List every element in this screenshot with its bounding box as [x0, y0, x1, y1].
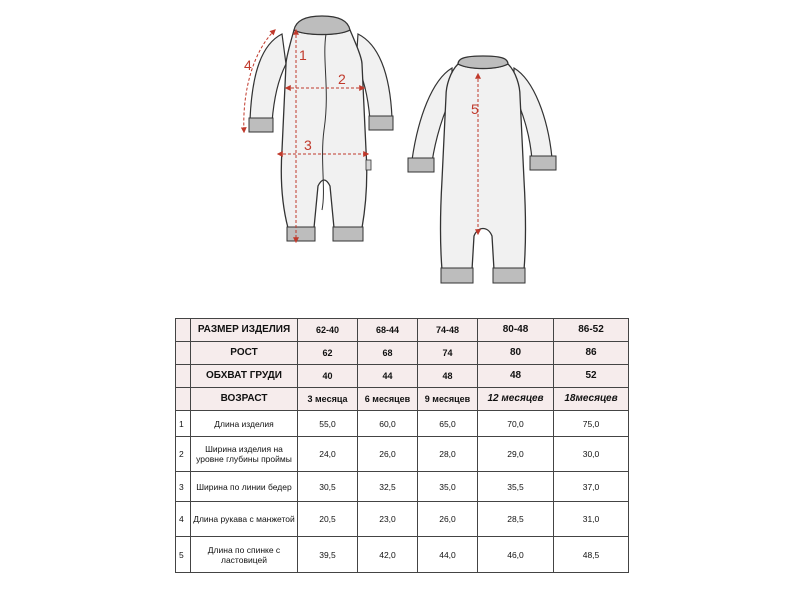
- empty-cell: [176, 342, 191, 365]
- measurement-value: 28,5: [478, 502, 554, 537]
- measurement-value: 30,0: [554, 437, 629, 472]
- measurement-name: Ширина изделия на уровне глубины проймы: [191, 437, 298, 472]
- header-value: 44: [358, 365, 418, 388]
- measurement-value: 30,5: [298, 472, 358, 502]
- measure-label-4: 4: [244, 57, 252, 73]
- measurement-row: [176, 502, 629, 537]
- row-index: 2: [176, 437, 191, 472]
- header-value: 86-52: [554, 319, 629, 342]
- measurement-value: 55,0: [298, 411, 358, 437]
- header-value: 80-48: [478, 319, 554, 342]
- header-value: 48: [478, 365, 554, 388]
- measurement-value: 26,0: [358, 437, 418, 472]
- header-label: ВОЗРАСТ: [191, 388, 298, 411]
- header-value: 74-48: [418, 319, 478, 342]
- header-row-size: [176, 319, 629, 342]
- row-index: 4: [176, 502, 191, 537]
- header-row-age: [176, 388, 629, 411]
- header-value: 62: [298, 342, 358, 365]
- measurement-value: 24,0: [298, 437, 358, 472]
- empty-cell: [176, 388, 191, 411]
- measurement-value: 44,0: [418, 537, 478, 573]
- measurement-name: Длина по спинке с ластовицей: [191, 537, 298, 573]
- back-view: [408, 56, 556, 283]
- measurement-value: 23,0: [358, 502, 418, 537]
- front-view: [249, 16, 393, 241]
- measurement-value: 42,0: [358, 537, 418, 573]
- size-table-body: [176, 319, 629, 573]
- header-value: 48: [418, 365, 478, 388]
- header-value: 68-44: [358, 319, 418, 342]
- measure-label-3: 3: [304, 137, 312, 153]
- measurement-value: 26,0: [418, 502, 478, 537]
- header-value: 62-40: [298, 319, 358, 342]
- row-index: 1: [176, 411, 191, 437]
- header-value: 74: [418, 342, 478, 365]
- measurement-value: 35,5: [478, 472, 554, 502]
- measure-label-2: 2: [338, 71, 346, 87]
- measurement-value: 29,0: [478, 437, 554, 472]
- measure-label-1: 1: [299, 47, 307, 63]
- header-value: 9 месяцев: [418, 388, 478, 411]
- measurement-value: 20,5: [298, 502, 358, 537]
- header-value: 12 месяцев: [478, 388, 554, 411]
- measurement-row: [176, 437, 629, 472]
- measurement-name: Длина изделия: [191, 411, 298, 437]
- measurement-value: 46,0: [478, 537, 554, 573]
- measurement-name: Ширина по линии бедер: [191, 472, 298, 502]
- header-value: 68: [358, 342, 418, 365]
- row-index: 5: [176, 537, 191, 573]
- empty-cell: [176, 319, 191, 342]
- header-value: 40: [298, 365, 358, 388]
- measurement-row: [176, 537, 629, 573]
- measurement-value: 48,5: [554, 537, 629, 573]
- empty-cell: [176, 365, 191, 388]
- header-row-chest: [176, 365, 629, 388]
- measurement-value: 75,0: [554, 411, 629, 437]
- measurement-row: [176, 411, 629, 437]
- header-label: РАЗМЕР ИЗДЕЛИЯ: [191, 319, 298, 342]
- measurement-value: 35,0: [418, 472, 478, 502]
- measurement-row: [176, 472, 629, 502]
- header-label: РОСТ: [191, 342, 298, 365]
- header-label: ОБХВАТ ГРУДИ: [191, 365, 298, 388]
- header-row-height: [176, 342, 629, 365]
- measurement-value: 70,0: [478, 411, 554, 437]
- header-value: 80: [478, 342, 554, 365]
- measurement-name: Длина рукава с манжетой: [191, 502, 298, 537]
- measure-label-5: 5: [471, 101, 479, 117]
- header-value: 18месяцев: [554, 388, 629, 411]
- size-table: [175, 318, 629, 573]
- measurement-value: 60,0: [358, 411, 418, 437]
- measurement-value: 65,0: [418, 411, 478, 437]
- header-value: 6 месяцев: [358, 388, 418, 411]
- row-index: 3: [176, 472, 191, 502]
- measurement-value: 32,5: [358, 472, 418, 502]
- measurement-value: 28,0: [418, 437, 478, 472]
- header-value: 52: [554, 365, 629, 388]
- measurement-value: 31,0: [554, 502, 629, 537]
- measurement-value: 37,0: [554, 472, 629, 502]
- measurement-value: 39,5: [298, 537, 358, 573]
- header-value: 3 месяца: [298, 388, 358, 411]
- header-value: 86: [554, 342, 629, 365]
